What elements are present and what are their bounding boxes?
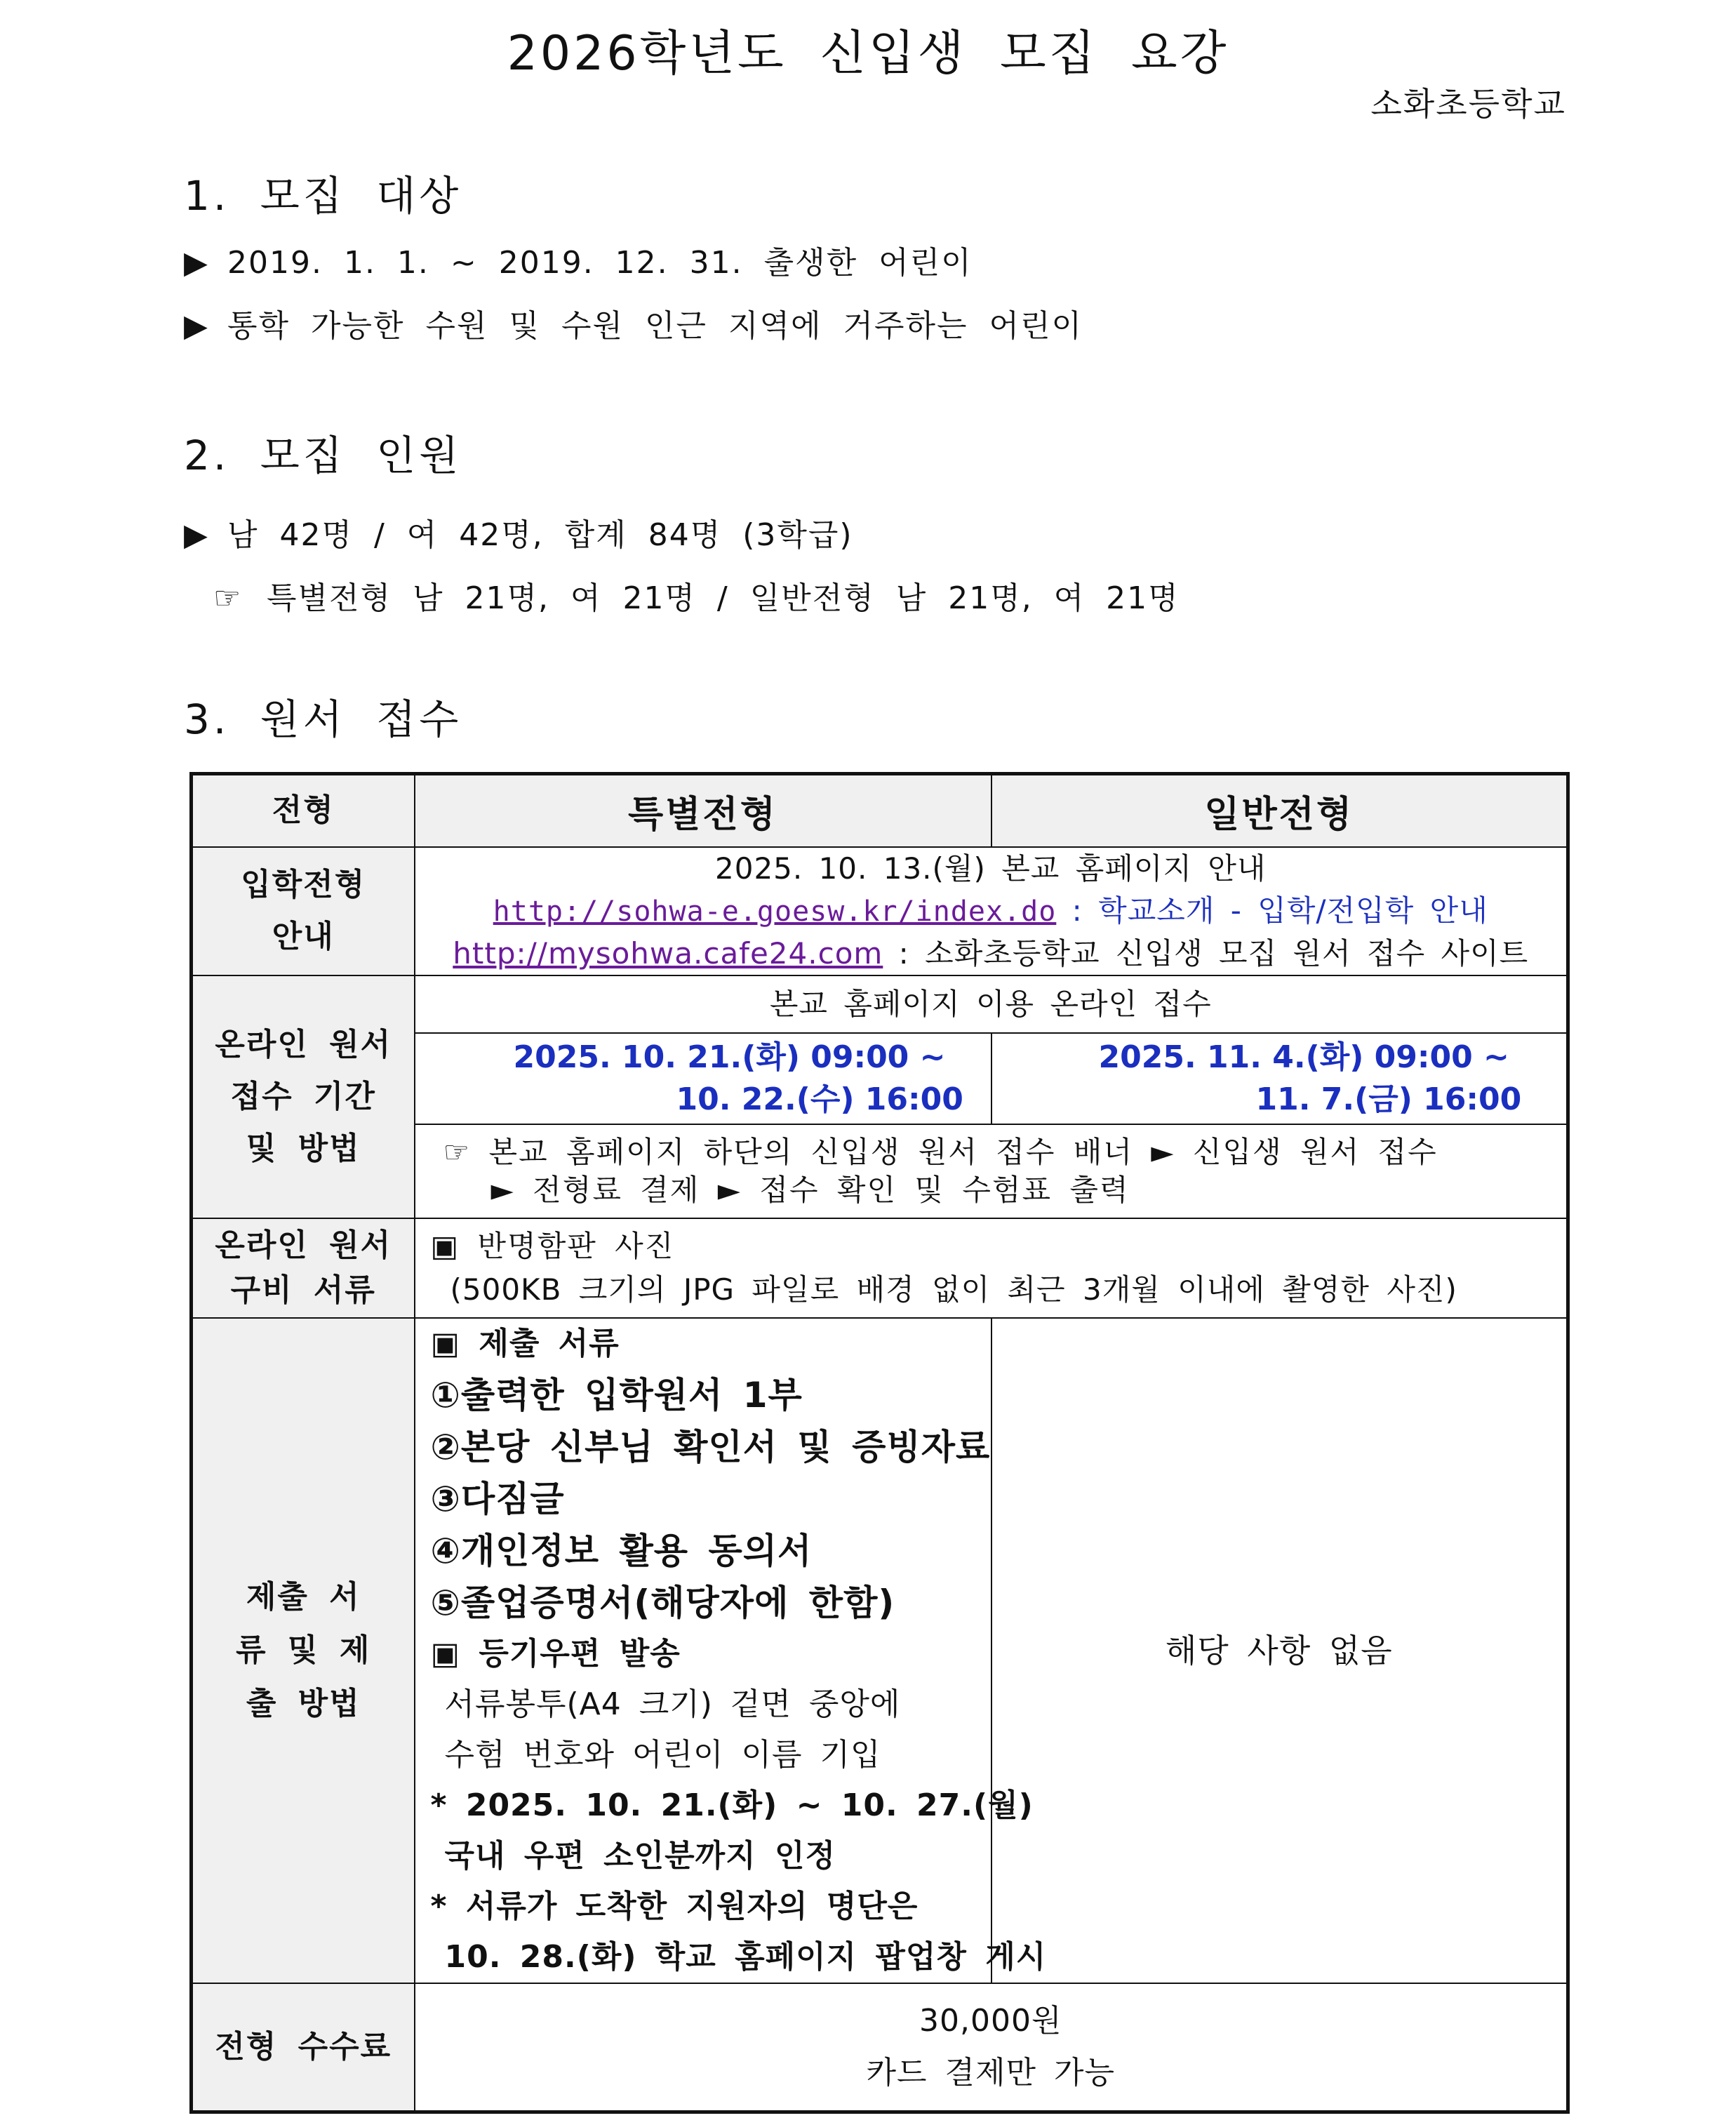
table-header-row bbox=[192, 774, 1568, 847]
page-title: 2026학년도 신입생 모집 요강 bbox=[507, 26, 1229, 81]
section-2-heading: 2. 모집 인원 bbox=[184, 432, 462, 479]
list-item: ③다짐글 bbox=[430, 1478, 565, 1519]
submit-label: 제출 서류 및 제출 방법 bbox=[192, 1318, 415, 1983]
list-item: ②본당 신부님 확인서 및 증빙자료 bbox=[430, 1426, 991, 1467]
pointing-hand-icon: ☞ bbox=[213, 580, 243, 616]
section-2-sub-item: ☞ 특별전형 남 21명, 여 21명 / 일반전형 남 21명, 여 21명 bbox=[213, 580, 1180, 616]
special-period: 2025. 10. 21.(화) 09:00 ~ 10. 22.(수) 16:00 bbox=[415, 1033, 991, 1124]
online-steps: ☞ 본교 홈페이지 하단의 신입생 원서 접수 배너 ► 신입생 원서 접수 ► 전형료 결제 ► 접수 확인 및 수험표 출력 bbox=[415, 1124, 1568, 1218]
section-3-heading: 3. 원서 접수 bbox=[184, 695, 462, 743]
online-method: 본교 홈페이지 이용 온라인 접수 bbox=[415, 975, 1568, 1033]
arrow-icon: ► bbox=[717, 1172, 742, 1207]
table-row-submit bbox=[192, 1318, 1568, 1983]
docs-content: ▣ 반명함판 사진 (500KB 크기의 JPG 파일로 배경 없이 최근 3개월 이내에 촬영한 사진) bbox=[415, 1218, 1568, 1318]
school-name: 소화초등학교 bbox=[1370, 85, 1566, 123]
section-1-item-1: ▶ 2019. 1. 1. ~ 2019. 12. 31. 출생한 어린이 bbox=[184, 245, 973, 281]
guide-date: 2025. 10. 13.(월) 본교 홈페이지 안내 bbox=[715, 851, 1267, 886]
header-special: 특별전형 bbox=[415, 774, 991, 847]
guide-link-2-line: http://mysohwa.cafe24.com : 소화초등학교 신입생 모집 원서 접수 사이트 bbox=[453, 935, 1529, 971]
table-row-fee bbox=[192, 1983, 1568, 2112]
table-row-online-method bbox=[192, 975, 1568, 1033]
table-row-guide bbox=[192, 847, 1568, 975]
arrow-icon: ► bbox=[1151, 1134, 1175, 1169]
triangle-bullet-icon: ▶ bbox=[184, 245, 209, 281]
docs-label: 온라인 원서 구비 서류 bbox=[192, 1218, 415, 1318]
fee-content: 30,000원 카드 결제만 가능 bbox=[415, 1983, 1568, 2112]
list-item: ④개인정보 활용 동의서 bbox=[430, 1530, 813, 1571]
online-label: 온라인 원서 접수 기간 및 방법 bbox=[192, 975, 415, 1218]
triangle-bullet-icon: ▶ bbox=[184, 517, 209, 553]
guide-label: 입학전형 안내 bbox=[192, 847, 415, 975]
section-1-heading: 1. 모집 대상 bbox=[184, 172, 462, 220]
school-homepage-link[interactable]: http://sohwa-e.goesw.kr/index.do bbox=[493, 895, 1057, 928]
section-2-item: ▶ 남 42명 / 여 42명, 합계 84명 (3학급) bbox=[184, 517, 853, 553]
application-site-link[interactable]: http://mysohwa.cafe24.com bbox=[453, 935, 883, 971]
list-item: ⑤졸업증명서(해당자에 한함) bbox=[430, 1582, 895, 1623]
pointing-hand-icon: ☞ bbox=[443, 1134, 472, 1169]
list-item: ①출력한 입학원서 1부 bbox=[430, 1374, 803, 1415]
square-bullet-icon: ▣ bbox=[430, 1325, 461, 1361]
arrow-icon: ► bbox=[490, 1172, 515, 1207]
table-row-docs bbox=[192, 1218, 1568, 1318]
application-table bbox=[189, 772, 1570, 2114]
square-bullet-icon: ▣ bbox=[430, 1635, 461, 1672]
fee-label: 전형 수수료 bbox=[192, 1983, 415, 2112]
guide-link-1-line: http://sohwa-e.goesw.kr/index.do : 학교소개 - 입학/전입학 안내 bbox=[493, 893, 1488, 928]
submit-special: ▣ 제출 서류 ①출력한 입학원서 1부 ②본당 신부님 확인서 및 증빙자료 ③다짐글 ④개인정보 활용 동의서 ⑤졸업증명서(해당자에 한함) ▣ 등기우편 발송 서류봉투(A4 크기) 겉면 중앙에 수험 번호와 어린이 이름 기입 * 2025. 10. 21.(화) ~ 10. 27.(월) 국내 우편 소인분까지 인정 * 서류가 도착한 지원자의 명단은 10. 28.(화) 학교 홈페이지 팝업창 게시 bbox=[415, 1318, 991, 1983]
general-period: 2025. 11. 4.(화) 09:00 ~ 11. 7.(금) 16:00 bbox=[991, 1033, 1568, 1124]
square-bullet-icon: ▣ bbox=[430, 1228, 460, 1263]
header-type-label: 전형 bbox=[192, 774, 415, 847]
section-1-item-2: ▶ 통학 가능한 수원 및 수원 인근 지역에 거주하는 어린이 bbox=[184, 308, 1083, 344]
header-general: 일반전형 bbox=[991, 774, 1568, 847]
triangle-bullet-icon: ▶ bbox=[184, 308, 209, 344]
submit-general: 해당 사항 없음 bbox=[991, 1318, 1568, 1983]
guide-content bbox=[415, 847, 1568, 975]
